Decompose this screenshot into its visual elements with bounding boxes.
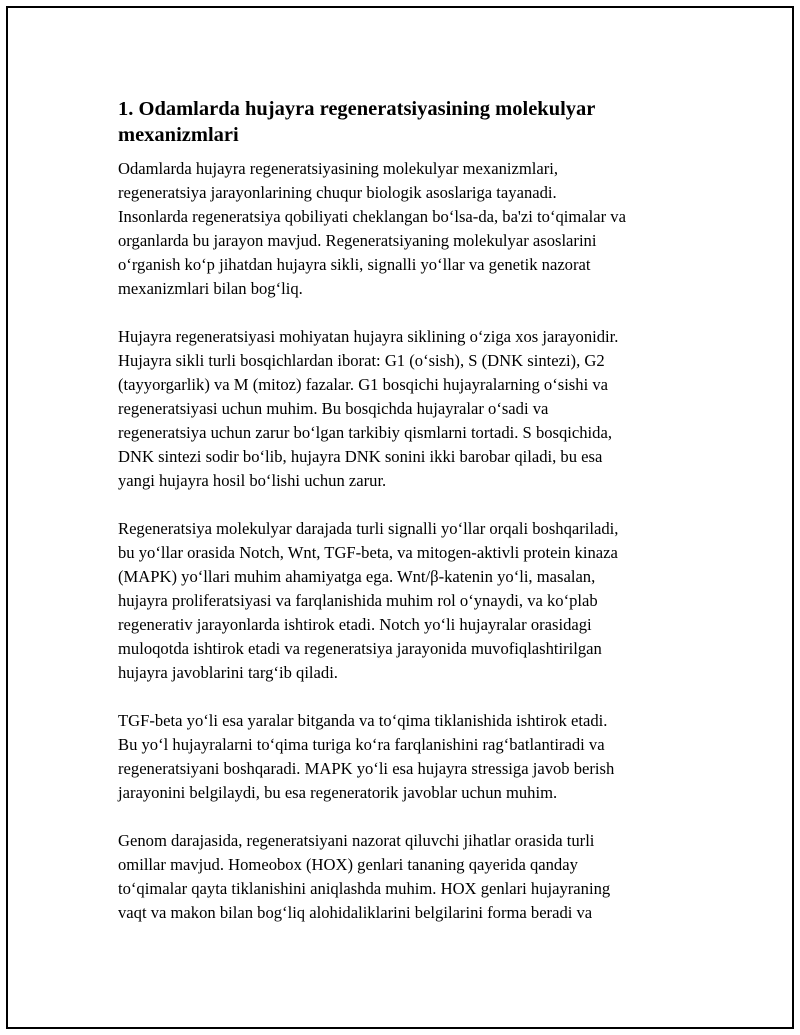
text-line: hujayra proliferatsiyasi va farqlanishida muhim rol o‘ynaydi, va ko‘plab xyxy=(118,591,598,610)
text-line: regeneratsiya uchun zarur bo‘lgan tarkibiy qismlarni tortadi. S bosqichida, xyxy=(118,423,612,442)
paragraph xyxy=(118,829,698,925)
text-line: o‘rganish ko‘p jihatdan hujayra sikli, signalli yo‘llar va genetik nazorat xyxy=(118,255,591,274)
text-line: DNK sintezi sodir bo‘lib, hujayra DNK sonini ikki barobar qiladi, bu esa xyxy=(118,447,603,466)
text-line: vaqt va makon bilan bog‘liq alohidaliklarini belgilarini forma beradi va xyxy=(118,903,593,922)
document-page xyxy=(6,6,794,1029)
text-line: hujayra javoblarini targ‘ib qiladi. xyxy=(118,663,338,682)
text-line: (tayyorgarlik) va M (mitoz) fazalar. G1 bosqichi hujayralarning o‘sishi va xyxy=(118,375,608,394)
text-line: muloqotda ishtirok etadi va regeneratsiya jarayonida muvofiqlashtirilgan xyxy=(118,639,602,658)
heading-line: 1. Odamlarda hujayra regeneratsiyasining molekulyar xyxy=(118,98,596,120)
paragraph xyxy=(118,709,698,805)
text-line: mexanizmlari bilan bog‘liq. xyxy=(118,279,303,298)
text-line: regeneratsiya jarayonlarining chuqur biologik asoslariga tayanadi. xyxy=(118,183,557,202)
text-line: regeneratsiyasi uchun muhim. Bu bosqichda hujayralar o‘sadi va xyxy=(118,399,549,418)
text-line: Regeneratsiya molekulyar darajada turli signalli yo‘llar orqali boshqariladi, xyxy=(118,519,619,538)
text-line: regeneratsiyani boshqaradi. MAPK yo‘li esa hujayra stressiga javob berish xyxy=(118,759,615,778)
text-line: Hujayra sikli turli bosqichlardan iborat: G1 (o‘sish), S (DNK sintezi), G2 xyxy=(118,351,605,370)
text-line: yangi hujayra hosil bo‘lishi uchun zarur. xyxy=(118,471,387,490)
text-line: to‘qimalar qayta tiklanishini aniqlashda muhim. HOX genlari hujayraning xyxy=(118,879,611,898)
paragraph xyxy=(118,517,698,685)
text-line: Odamlarda hujayra regeneratsiyasining molekulyar mexanizmlari, xyxy=(118,159,559,178)
text-line: TGF-beta yo‘li esa yaralar bitganda va to‘qima tiklanishida ishtirok etadi. xyxy=(118,711,608,730)
section-heading xyxy=(118,96,698,148)
text-line: regenerativ jarayonlarda ishtirok etadi. Notch yo‘li hujayralar orasidagi xyxy=(118,615,592,634)
paragraph xyxy=(118,157,698,301)
heading-line: mexanizmlari xyxy=(118,124,239,146)
text-line: bu yo‘llar orasida Notch, Wnt, TGF-beta, va mitogen-aktivli protein kinaza xyxy=(118,543,618,562)
paragraph xyxy=(118,325,698,493)
text-line: Insonlarda regeneratsiya qobiliyati cheklangan bo‘lsa-da, ba'zi to‘qimalar va xyxy=(118,207,626,226)
text-line: Hujayra regeneratsiyasi mohiyatan hujayra siklining o‘ziga xos jarayonidir. xyxy=(118,327,619,346)
text-line: jarayonini belgilaydi, bu esa regeneratorik javoblar uchun muhim. xyxy=(118,783,558,802)
text-line: Bu yo‘l hujayralarni to‘qima turiga ko‘ra farqlanishini rag‘batlantiradi va xyxy=(118,735,605,754)
text-line: organlarda bu jarayon mavjud. Regeneratsiyaning molekulyar asoslarini xyxy=(118,231,597,250)
document-body xyxy=(118,96,698,949)
text-line: Genom darajasida, regeneratsiyani nazorat qiluvchi jihatlar orasida turli xyxy=(118,831,595,850)
text-line: (MAPK) yo‘llari muhim ahamiyatga ega. Wnt/β-katenin yo‘li, masalan, xyxy=(118,567,596,586)
text-line: omillar mavjud. Homeobox (HOX) genlari tananing qayerida qanday xyxy=(118,855,578,874)
